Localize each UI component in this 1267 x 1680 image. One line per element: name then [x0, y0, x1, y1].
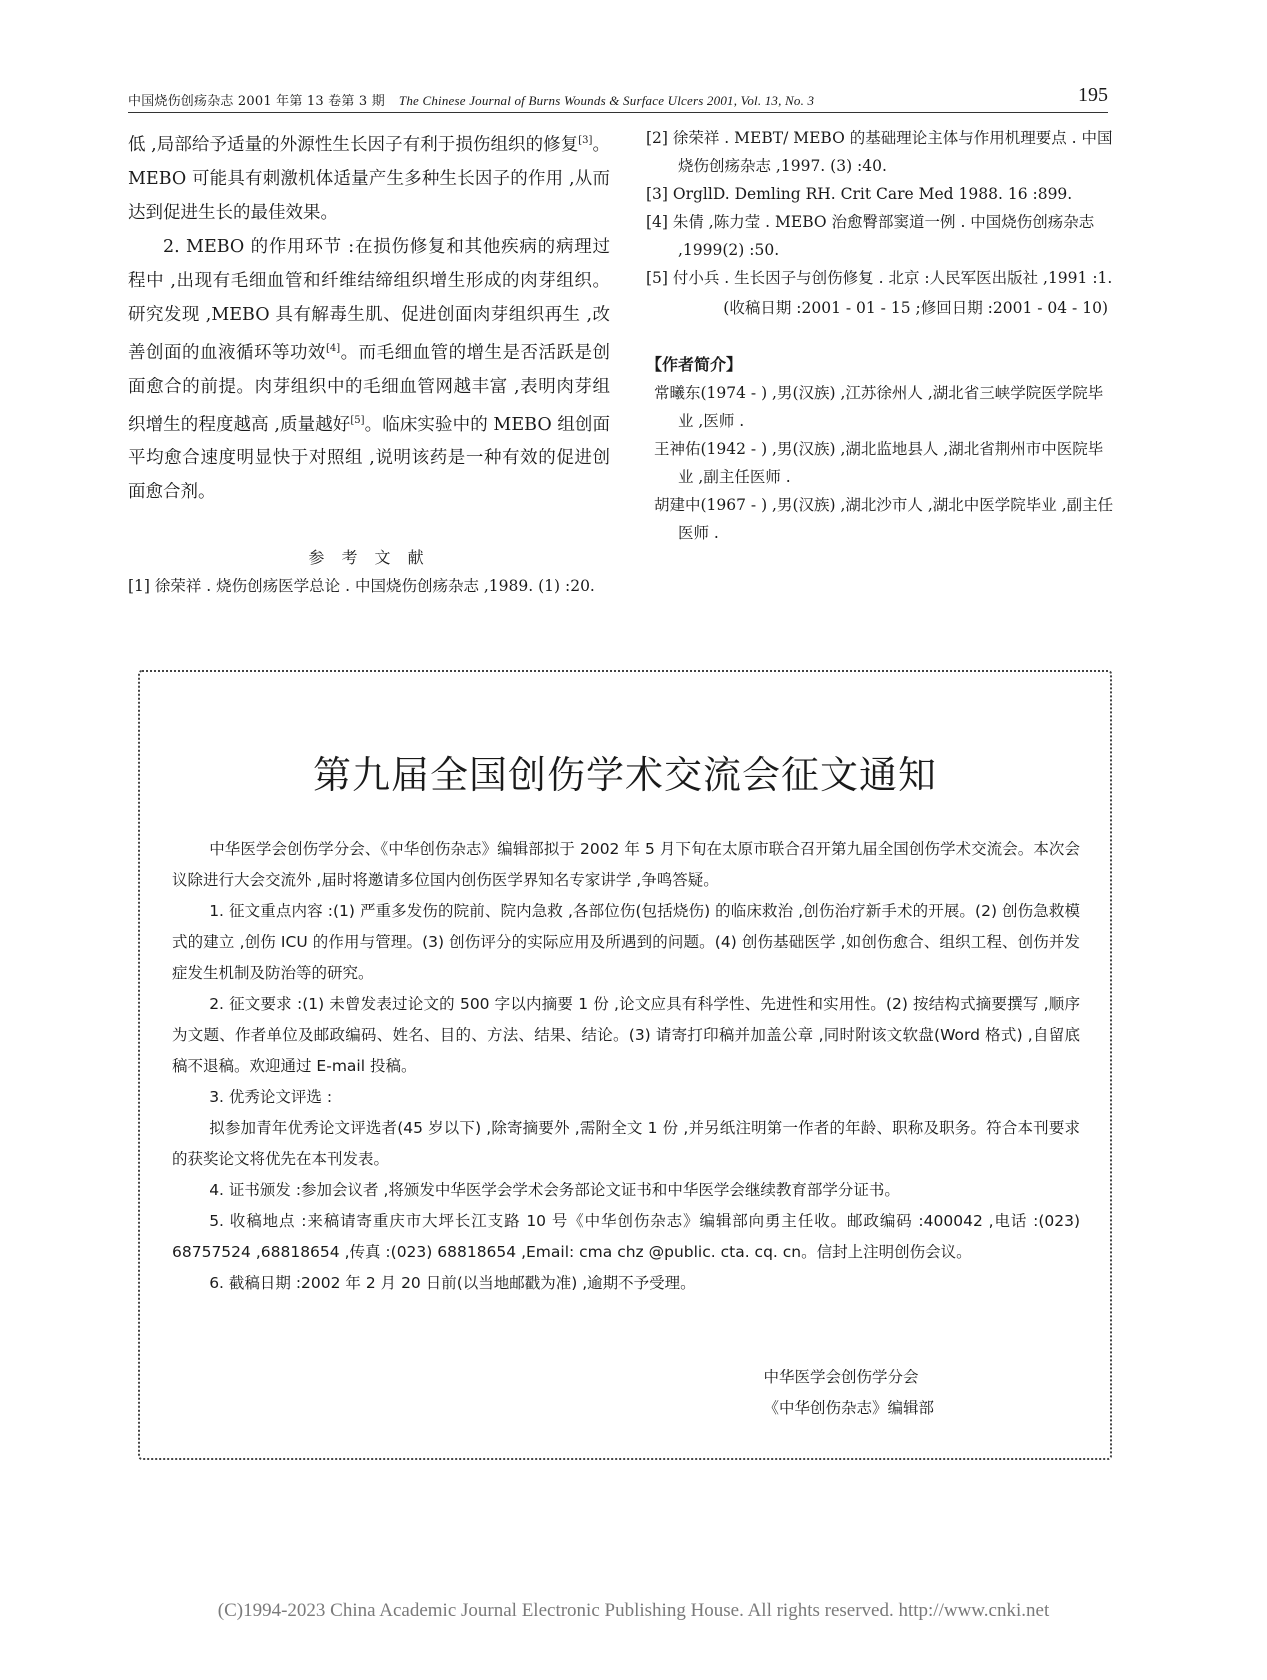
notice-paragraph: 3. 优秀论文评选 : — [209, 1088, 333, 1106]
notice-paragraph: 4. 证书颁发 :参加会议者 ,将颁发中华医学会学术会务部论文证书和中华医学会继续教育部学分证书。 — [209, 1181, 900, 1199]
right-column — [646, 124, 1116, 547]
reference-item: [1] 徐荣祥 . 烧伤创疡医学总论 . 中国烧伤创疡杂志 ,1989. (1) :20. — [128, 577, 595, 596]
notice-title: 第九届全国创伤学术交流会征文通知 — [312, 753, 937, 797]
left-column — [128, 124, 610, 600]
call-for-papers-box — [138, 670, 1112, 1460]
paragraph-text: 低 ,局部给予适量的外源性生长因子有利于损伤组织的修复 — [128, 134, 579, 155]
running-header — [128, 84, 1108, 114]
reference-item: [5] 付小兵 . 生长因子与创伤修复 . 北京 :人民军医出版社 ,1991 :1. — [646, 269, 1113, 287]
authors-heading: 【作者简介】 — [646, 355, 743, 374]
signature-editorial: 《中华创伤杂志》编辑部 — [763, 1399, 934, 1417]
paragraph-text: 。而毛细血管的增生是否活跃是创面愈合的前提。肉芽组织中的毛细血管网越丰富 ,表明肉芽组织增生的程度越高 ,质量越好 — [128, 342, 611, 435]
copyright-footer: (C)1994-2023 China Academic Journal Electronic Publishing House. All rights reserved. http://www.cnki.net — [217, 1600, 1050, 1621]
header-rule — [128, 112, 1108, 113]
journal-header — [128, 90, 814, 109]
author-bio: 常曦东(1974 - ) ,男(汉族) ,江苏徐州人 ,湖北省三峡学院医学院毕业 ,医师 . — [654, 384, 1104, 430]
received-date: (收稿日期 :2001 - 01 - 15 ;修回日期 :2001 - 04 - 10) — [723, 299, 1108, 317]
notice-paragraph: 5. 收稿地点 :来稿请寄重庆市大坪长江支路 10 号《中华创伤杂志》编辑部向勇主任收。邮政编码 :400042 ,电话 :(023) 68757524 ,68818654 ,传真 :(023) 68818654 ,Email: cma chz @public. cta. cq. cn。信封上注明创伤会议。 — [172, 1212, 1080, 1261]
citation: [5] — [350, 414, 365, 426]
paragraph-text: 。临床实验中的 MEBO 组创面平均愈合速度明显快于对照组 ,说明该药是一种有效的促进创面愈合剂。 — [128, 414, 610, 503]
journal-title-cn: 中国烧伤创疡杂志 2001 年第 13 卷第 3 期 — [128, 94, 385, 109]
notice-paragraph: 中华医学会创伤学分会、《中华创伤杂志》编辑部拟于 2002 年 5 月下旬在太原市联合召开第九届全国创伤学术交流会。本次会议除进行大会交流外 ,届时将邀请多位国内创伤医学界知名专家讲学 ,争鸣答疑。 — [172, 840, 1080, 889]
author-bio: 王神佑(1942 - ) ,男(汉族) ,湖北监地县人 ,湖北省荆州市中医院毕业 ,副主任医师 . — [654, 440, 1104, 486]
notice-signature — [763, 1362, 934, 1424]
journal-title-en: The Chinese Journal of Burns Wounds & Surface Ulcers 2001, Vol. 13, No. 3 — [398, 93, 815, 108]
reference-item: [3] OrgllD. Demling RH. Crit Care Med 1988. 16 :899. — [646, 185, 1073, 203]
citation: [3] — [578, 135, 593, 146]
references-heading: 参 考 文 献 — [308, 548, 430, 568]
paragraph-text: 2. MEBO 的作用环节 :在损伤修复和其他疾病的病理过程中 ,出现有毛细血管和纤维结缔组织增生形成的肉芽组织。研究发现 ,MEBO 具有解毒生肌、促进创面肉芽组织再生 ,改善创面的血液循环等功效 — [128, 236, 610, 363]
page-number: 195 — [1078, 84, 1108, 106]
notice-paragraph: 2. 征文要求 :(1) 未曾发表过论文的 500 字以内摘要 1 份 ,论文应具有科学性、先进性和实用性。(2) 按结构式摘要撰写 ,顺序为文题、作者单位及邮政编码、姓名、目的、方法、结果、结论。(3) 请寄打印稿并加盖公章 ,同时附该文软盘(Word 格式) ,自留底稿不退稿。欢迎通过 E-mail 投稿。 — [172, 995, 1080, 1075]
notice-paragraph: 6. 截稿日期 :2002 年 2 月 20 日前(以当地邮戳为准) ,逾期不予受理。 — [209, 1274, 696, 1292]
reference-item: [4] 朱倩 ,陈力莹 . MEBO 治愈臀部窦道一例 . 中国烧伤创疡杂志 ,1999(2) :50. — [646, 213, 1095, 259]
notice-body — [172, 834, 1080, 1299]
notice-paragraph: 拟参加青年优秀论文评选者(45 岁以下) ,除寄摘要外 ,需附全文 1 份 ,并另纸注明第一作者的年龄、职称及职务。符合本刊要求的获奖论文将优先在本刊发表。 — [172, 1119, 1080, 1168]
reference-item: [2] 徐荣祥 . MEBT/ MEBO 的基础理论主体与作用机理要点 . 中国烧伤创疡杂志 ,1997. (3) :40. — [646, 129, 1113, 175]
body-paragraph-2 — [128, 230, 610, 510]
notice-paragraph: 1. 征文重点内容 :(1) 严重多发伤的院前、院内急救 ,各部位伤(包括烧伤) 的临床救治 ,创伤治疗新手术的开展。(2) 创伤急救模式的建立 ,创伤 ICU 的作用与管理。(3) 创伤评分的实际应用及所遇到的问题。(4) 创伤基础医学 ,如创伤愈合、组织工程、创伤并发症发生机制及防治等的研究。 — [172, 902, 1080, 982]
body-paragraph-1 — [128, 124, 610, 230]
citation: [4] — [325, 342, 341, 354]
paragraph-text: 。MEBO 可能具有刺激机体适量产生多种生长因子的作用 ,从而达到促进生长的最佳效果。 — [128, 134, 611, 223]
signature-org: 中华医学会创伤学分会 — [763, 1368, 919, 1386]
author-bio: 胡建中(1967 - ) ,男(汉族) ,湖北沙市人 ,湖北中医学院毕业 ,副主任医师 . — [654, 496, 1114, 542]
